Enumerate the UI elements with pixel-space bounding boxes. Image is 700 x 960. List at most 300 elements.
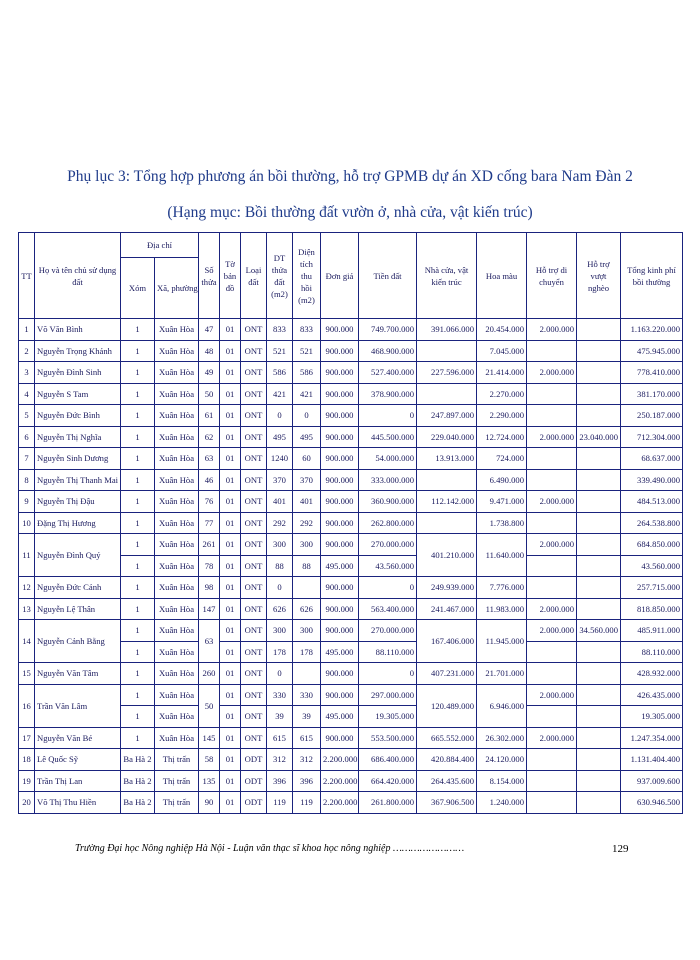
table-cell: 401	[293, 491, 321, 513]
table-cell: 120.489.000	[417, 684, 477, 727]
table-cell	[417, 512, 477, 534]
table-cell: 63	[199, 620, 220, 663]
th-commune: Xã, phường	[155, 258, 199, 319]
table-cell: Nguyễn Đình Sinh	[35, 362, 121, 384]
table-cell: 261.800.000	[359, 792, 417, 814]
th-total: Tổng kinh phí bồi thường	[621, 233, 683, 319]
table-cell: 391.066.000	[417, 319, 477, 341]
table-cell: 0	[267, 577, 293, 599]
table-cell: Võ Văn Bình	[35, 319, 121, 341]
table-cell: 818.850.000	[621, 598, 683, 620]
table-cell: 615	[293, 727, 321, 749]
table-cell: ONT	[241, 598, 267, 620]
table-cell	[577, 684, 621, 706]
table-cell: 1	[121, 448, 155, 470]
table-cell: 68.637.000	[621, 448, 683, 470]
table-cell: 407.231.000	[417, 663, 477, 685]
table-cell	[577, 555, 621, 577]
table-cell: 88	[293, 555, 321, 577]
table-cell: 01	[220, 405, 241, 427]
th-map: Tờ bản đồ	[220, 233, 241, 319]
table-cell: Nguyễn Đình Quý	[35, 534, 121, 577]
table-row	[19, 362, 683, 384]
table-cell: ONT	[241, 663, 267, 685]
table-cell: Nguyễn Văn Bé	[35, 727, 121, 749]
table-cell: Xuân Hòa	[155, 555, 199, 577]
table-cell	[527, 577, 577, 599]
table-cell: 270.000.000	[359, 620, 417, 642]
table-cell: 01	[220, 555, 241, 577]
page-subtitle: (Hạng mục: Bồi thường đất vườn ở, nhà cửa, vật kiến trúc)	[167, 204, 533, 221]
table-cell: 10	[19, 512, 35, 534]
table-cell: 46	[199, 469, 220, 491]
table-cell: 615	[267, 727, 293, 749]
table-cell: 445.500.000	[359, 426, 417, 448]
table-cell: 264.538.800	[621, 512, 683, 534]
table-row	[19, 770, 683, 792]
table-cell: 527.400.000	[359, 362, 417, 384]
table-cell: 521	[267, 340, 293, 362]
table-cell: 1.738.800	[477, 512, 527, 534]
th-area: DT thửa đất (m2)	[267, 233, 293, 319]
table-cell: 1.131.404.400	[621, 749, 683, 771]
table-cell: Thị trấn	[155, 749, 199, 771]
table-row	[19, 684, 683, 706]
table-cell: 900.000	[321, 512, 359, 534]
table-cell	[293, 577, 321, 599]
table-cell: 1	[121, 620, 155, 642]
compensation-table	[18, 232, 683, 814]
table-cell: 495.000	[321, 555, 359, 577]
table-cell: ONT	[241, 362, 267, 384]
table-cell: 01	[220, 340, 241, 362]
table-cell: 47	[199, 319, 220, 341]
table-cell: Trần Văn Lâm	[35, 684, 121, 727]
table-cell: 7.045.000	[477, 340, 527, 362]
table-cell: 01	[220, 362, 241, 384]
table-cell: 119	[267, 792, 293, 814]
table-cell: 178	[267, 641, 293, 663]
table-cell: 2.000.000	[527, 534, 577, 556]
table-cell: 1	[121, 319, 155, 341]
table-cell: ONT	[241, 577, 267, 599]
table-cell: 495.000	[321, 641, 359, 663]
table-cell: Xuân Hòa	[155, 491, 199, 513]
table-cell: 19.305.000	[359, 706, 417, 728]
table-cell: 01	[220, 534, 241, 556]
table-cell: 686.400.000	[359, 749, 417, 771]
table-cell: ODT	[241, 792, 267, 814]
table-cell: 367.906.500	[417, 792, 477, 814]
table-row	[19, 340, 683, 362]
table-cell: 292	[293, 512, 321, 534]
table-cell: 14	[19, 620, 35, 663]
table-cell: 01	[220, 448, 241, 470]
table-cell: 7.776.000	[477, 577, 527, 599]
table-cell: 1	[121, 555, 155, 577]
table-cell: Nguyễn S Tam	[35, 383, 121, 405]
table-cell: 227.596.000	[417, 362, 477, 384]
th-recovered: Diện tích thu hồi (m2)	[293, 233, 321, 319]
table-cell: 19	[19, 770, 35, 792]
table-cell: 2.000.000	[527, 684, 577, 706]
table-cell: 900.000	[321, 340, 359, 362]
table-cell: 178	[293, 641, 321, 663]
table-cell: Ba Hà 2	[121, 770, 155, 792]
table-row	[19, 512, 683, 534]
table-cell: Xuân Hòa	[155, 426, 199, 448]
table-cell: 20.454.000	[477, 319, 527, 341]
table-cell: Nguyễn Thị Thanh Mai	[35, 469, 121, 491]
th-type: Loại đất	[241, 233, 267, 319]
table-row	[19, 405, 683, 427]
table-row	[19, 469, 683, 491]
table-cell: 1	[121, 469, 155, 491]
table-cell: 60	[293, 448, 321, 470]
table-cell: 247.897.000	[417, 405, 477, 427]
table-cell	[577, 534, 621, 556]
table-cell: 1	[121, 426, 155, 448]
table-cell: 428.932.000	[621, 663, 683, 685]
table-cell: Ba Hà 2	[121, 792, 155, 814]
table-cell: 01	[220, 598, 241, 620]
table-cell: 2.200.000	[321, 770, 359, 792]
table-cell: 01	[220, 727, 241, 749]
table-cell: 13.913.000	[417, 448, 477, 470]
table-cell: Xuân Hòa	[155, 340, 199, 362]
table-cell: Ba Hà 2	[121, 749, 155, 771]
table-cell: 0	[359, 663, 417, 685]
th-unit-price: Đơn giá	[321, 233, 359, 319]
table-cell: 01	[220, 663, 241, 685]
table-cell: 50	[199, 383, 220, 405]
table-cell: Xuân Hòa	[155, 512, 199, 534]
table-cell: 1	[121, 405, 155, 427]
table-cell	[577, 469, 621, 491]
table-cell: 712.304.000	[621, 426, 683, 448]
table-row	[19, 598, 683, 620]
table-cell: 250.187.000	[621, 405, 683, 427]
table-cell: 2	[19, 340, 35, 362]
table-cell: 01	[220, 792, 241, 814]
table-cell: 900.000	[321, 362, 359, 384]
table-cell: 145	[199, 727, 220, 749]
table-cell	[577, 749, 621, 771]
table-cell: 2.200.000	[321, 792, 359, 814]
table-cell: 2.000.000	[527, 727, 577, 749]
table-cell: 900.000	[321, 663, 359, 685]
table-cell: 34.560.000	[577, 620, 621, 642]
table-cell: ONT	[241, 555, 267, 577]
table-cell: 261	[199, 534, 220, 556]
table-cell: Xuân Hòa	[155, 448, 199, 470]
table-cell: 300	[293, 620, 321, 642]
table-cell: 665.552.000	[417, 727, 477, 749]
table-cell: Nguyễn Đức Bình	[35, 405, 121, 427]
table-cell: 257.715.000	[621, 577, 683, 599]
table-cell: 485.911.000	[621, 620, 683, 642]
table-cell: 333.000.000	[359, 469, 417, 491]
table-row	[19, 663, 683, 685]
table-cell: 26.302.000	[477, 727, 527, 749]
table-cell: Nguyễn Đức Cảnh	[35, 577, 121, 599]
table-cell: 749.700.000	[359, 319, 417, 341]
table-cell: 39	[267, 706, 293, 728]
table-cell: 15	[19, 663, 35, 685]
table-cell: 229.040.000	[417, 426, 477, 448]
table-cell: 8.154.000	[477, 770, 527, 792]
table-cell: 0	[359, 577, 417, 599]
table-cell: ONT	[241, 469, 267, 491]
table-cell: 7	[19, 448, 35, 470]
table-cell: 19.305.000	[621, 706, 683, 728]
table-cell: Nguyễn Thị Đậu	[35, 491, 121, 513]
table-cell: 43.560.000	[359, 555, 417, 577]
table-cell: 381.170.000	[621, 383, 683, 405]
table-cell: Xuân Hòa	[155, 620, 199, 642]
table-cell: Xuân Hòa	[155, 641, 199, 663]
table-cell: 6.490.000	[477, 469, 527, 491]
table-cell: 49	[199, 362, 220, 384]
table-cell: Xuân Hòa	[155, 405, 199, 427]
table-cell: 01	[220, 319, 241, 341]
table-cell: 23.040.000	[577, 426, 621, 448]
table-row	[19, 448, 683, 470]
table-cell: 11.640.000	[477, 534, 527, 577]
table-cell	[527, 469, 577, 491]
table-cell: 88.110.000	[359, 641, 417, 663]
table-cell	[577, 792, 621, 814]
table-cell: 339.490.000	[621, 469, 683, 491]
table-cell: 370	[293, 469, 321, 491]
table-cell: ONT	[241, 641, 267, 663]
th-relocation: Hỗ trợ di chuyển	[527, 233, 577, 319]
table-cell: 300	[267, 534, 293, 556]
table-cell: 378.900.000	[359, 383, 417, 405]
table-cell: 4	[19, 383, 35, 405]
table-cell: 11.983.000	[477, 598, 527, 620]
table-cell: 2.000.000	[527, 362, 577, 384]
table-cell: 2.200.000	[321, 749, 359, 771]
table-cell: ONT	[241, 383, 267, 405]
table-cell: 241.467.000	[417, 598, 477, 620]
table-cell: 54.000.000	[359, 448, 417, 470]
table-cell: 937.009.600	[621, 770, 683, 792]
table-cell: 01	[220, 641, 241, 663]
table-cell: 13	[19, 598, 35, 620]
table-cell: 553.500.000	[359, 727, 417, 749]
table-cell: 01	[220, 577, 241, 599]
table-cell: ONT	[241, 512, 267, 534]
table-row	[19, 426, 683, 448]
table-cell: 58	[199, 749, 220, 771]
table-cell: 12	[19, 577, 35, 599]
table-cell: 664.420.000	[359, 770, 417, 792]
table-cell: Nguyễn Trọng Khánh	[35, 340, 121, 362]
table-cell: ONT	[241, 448, 267, 470]
table-cell: 420.884.400	[417, 749, 477, 771]
table-cell: 1.163.220.000	[621, 319, 683, 341]
table-cell: 2.000.000	[527, 319, 577, 341]
table-cell: ODT	[241, 749, 267, 771]
table-cell: 147	[199, 598, 220, 620]
table-cell: 426.435.000	[621, 684, 683, 706]
table-cell: 1.240.000	[477, 792, 527, 814]
table-row	[19, 577, 683, 599]
table-cell: 88	[267, 555, 293, 577]
table-cell	[527, 448, 577, 470]
table-cell	[527, 641, 577, 663]
table-cell: 88.110.000	[621, 641, 683, 663]
table-cell: ONT	[241, 491, 267, 513]
table-cell: 6.946.000	[477, 684, 527, 727]
table-cell: 2.000.000	[527, 426, 577, 448]
table-cell: 112.142.000	[417, 491, 477, 513]
table-cell: Nguyễn Lệ Thân	[35, 598, 121, 620]
table-cell: 2.290.000	[477, 405, 527, 427]
table-cell	[577, 577, 621, 599]
table-cell: 9.471.000	[477, 491, 527, 513]
table-cell: 900.000	[321, 426, 359, 448]
table-cell: 401.210.000	[417, 534, 477, 577]
table-cell: 900.000	[321, 684, 359, 706]
table-cell: 312	[293, 749, 321, 771]
table-cell: 900.000	[321, 448, 359, 470]
table-cell	[527, 792, 577, 814]
table-cell: 01	[220, 469, 241, 491]
table-cell: 1	[121, 340, 155, 362]
th-house: Nhà cửa, vật kiến trúc	[417, 233, 477, 319]
table-cell: 3	[19, 362, 35, 384]
table-cell: Xuân Hòa	[155, 684, 199, 706]
table-cell: 626	[267, 598, 293, 620]
table-cell: Võ Thị Thu Hiền	[35, 792, 121, 814]
table-cell: 01	[220, 383, 241, 405]
table-cell: 2.000.000	[527, 598, 577, 620]
table-cell: 360.900.000	[359, 491, 417, 513]
table-cell: 78	[199, 555, 220, 577]
table-cell: Đặng Thị Hương	[35, 512, 121, 534]
table-cell	[577, 362, 621, 384]
table-cell: 900.000	[321, 469, 359, 491]
table-body	[19, 319, 683, 814]
table-cell	[417, 469, 477, 491]
th-crops: Hoa màu	[477, 233, 527, 319]
table-cell: 16	[19, 684, 35, 727]
table-cell: Lê Quốc Sỹ	[35, 749, 121, 771]
table-cell: 262.800.000	[359, 512, 417, 534]
table-cell: 900.000	[321, 598, 359, 620]
table-cell: 63	[199, 448, 220, 470]
table-cell	[577, 663, 621, 685]
table-cell: 62	[199, 426, 220, 448]
table-cell: 01	[220, 491, 241, 513]
table-cell	[527, 555, 577, 577]
table-cell: 1	[121, 362, 155, 384]
table-cell: 6	[19, 426, 35, 448]
table-cell: 1.247.354.000	[621, 727, 683, 749]
table-cell: 778.410.000	[621, 362, 683, 384]
table-cell: 484.513.000	[621, 491, 683, 513]
table-cell	[577, 383, 621, 405]
table-cell: Nguyễn Thị Nghĩa	[35, 426, 121, 448]
table-cell: 76	[199, 491, 220, 513]
table-cell: 1	[121, 491, 155, 513]
table-cell: ONT	[241, 426, 267, 448]
table-cell: 630.946.500	[621, 792, 683, 814]
table-cell: 300	[293, 534, 321, 556]
table-cell: 264.435.600	[417, 770, 477, 792]
table-cell: 724.000	[477, 448, 527, 470]
table-cell: 0	[267, 663, 293, 685]
table-row	[19, 727, 683, 749]
table-cell: 260	[199, 663, 220, 685]
table-cell: 1	[121, 706, 155, 728]
table-cell: 98	[199, 577, 220, 599]
table-cell: 24.120.000	[477, 749, 527, 771]
th-poverty: Hỗ trợ vượt nghèo	[577, 233, 621, 319]
th-name: Họ và tên chủ sử dụng đất	[35, 233, 121, 319]
table-cell: 2.000.000	[527, 620, 577, 642]
table-cell	[527, 749, 577, 771]
table-cell: 401	[267, 491, 293, 513]
table-cell: 2.000.000	[527, 491, 577, 513]
table-cell	[577, 405, 621, 427]
table-cell	[577, 641, 621, 663]
table-cell: 1	[121, 383, 155, 405]
table-cell: Xuân Hòa	[155, 598, 199, 620]
table-cell: 20	[19, 792, 35, 814]
table-cell: Xuân Hòa	[155, 663, 199, 685]
table-cell	[577, 727, 621, 749]
table-row	[19, 749, 683, 771]
table-cell: Xuân Hòa	[155, 383, 199, 405]
table-cell: Xuân Hòa	[155, 534, 199, 556]
table-cell: Nguyễn Sinh Dương	[35, 448, 121, 470]
table-cell: 1	[19, 319, 35, 341]
table-cell: 586	[267, 362, 293, 384]
table-cell: 01	[220, 706, 241, 728]
table-cell: 90	[199, 792, 220, 814]
table-cell: 521	[293, 340, 321, 362]
th-parcel: Số thửa	[199, 233, 220, 319]
table-cell: 5	[19, 405, 35, 427]
table-row	[19, 620, 683, 642]
table-cell: 270.000.000	[359, 534, 417, 556]
table-row	[19, 383, 683, 405]
table-cell: 495	[293, 426, 321, 448]
table-cell: ONT	[241, 620, 267, 642]
table-cell: ONT	[241, 727, 267, 749]
table-cell: Thị trấn	[155, 792, 199, 814]
table-cell: 626	[293, 598, 321, 620]
table-cell: ONT	[241, 340, 267, 362]
table-cell: Xuân Hòa	[155, 469, 199, 491]
table-cell: 421	[293, 383, 321, 405]
table-cell: 370	[267, 469, 293, 491]
table-cell: Xuân Hòa	[155, 319, 199, 341]
table-cell: 586	[293, 362, 321, 384]
table-row	[19, 491, 683, 513]
table-cell: 167.406.000	[417, 620, 477, 663]
table-cell: 1	[121, 727, 155, 749]
table-cell	[527, 383, 577, 405]
table-cell: 1240	[267, 448, 293, 470]
table-cell	[577, 598, 621, 620]
page-number: 129	[612, 843, 629, 855]
table-cell: 77	[199, 512, 220, 534]
table-cell: 9	[19, 491, 35, 513]
